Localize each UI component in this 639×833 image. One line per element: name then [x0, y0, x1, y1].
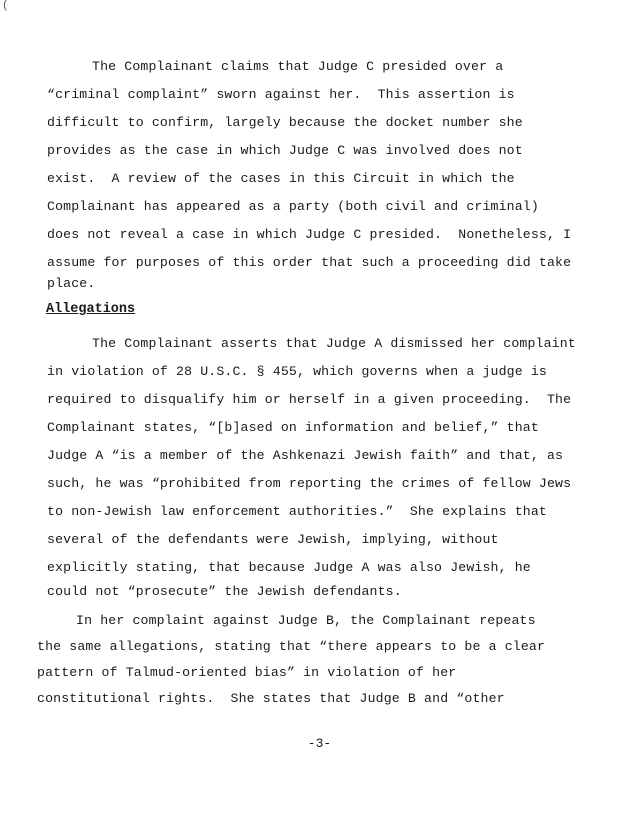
paragraph-3-line: constitutional rights. She states that Judge B and “other [37, 691, 505, 706]
paragraph-1-line: “criminal complaint” sworn against her. This assertion is [47, 87, 515, 102]
corner-mark: ( [2, 0, 9, 12]
paragraph-2-line: in violation of 28 U.S.C. § 455, which governs when a judge is [47, 364, 547, 379]
paragraph-2-line: several of the defendants were Jewish, implying, without [47, 532, 499, 547]
paragraph-1-line: exist. A review of the cases in this Circuit in which the [47, 171, 515, 186]
paragraph-2-line: such, he was “prohibited from reporting the crimes of fellow Jews [47, 476, 572, 491]
paragraph-3-line: the same allegations, stating that “there appears to be a clear [37, 639, 546, 654]
paragraph-2-line: required to disqualify him or herself in a given proceeding. The [47, 392, 572, 407]
paragraph-2-line: could not “prosecute” the Jewish defendants. [47, 584, 402, 599]
paragraph-3-line: pattern of Talmud-oriented bias” in violation of her [37, 665, 457, 680]
page-number: -3- [307, 736, 332, 751]
paragraph-2-line: explicitly stating, that because Judge A was also Jewish, he [47, 560, 531, 575]
paragraph-2-line: Judge A “is a member of the Ashkenazi Jewish faith” and that, as [47, 448, 564, 463]
paragraph-1-line: Complainant has appeared as a party (both civil and criminal) [47, 199, 539, 214]
paragraph-1-line: assume for purposes of this order that such a proceeding did take [47, 255, 572, 270]
paragraph-1-line: provides as the case in which Judge C was involved does not [47, 143, 523, 158]
paragraph-1-line: does not reveal a case in which Judge C presided. Nonetheless, I [47, 227, 572, 242]
section-heading-allegations: Allegations [46, 302, 136, 317]
paragraph-2-line: to non-Jewish law enforcement authorities.” She explains that [47, 504, 547, 519]
paragraph-3-line: In her complaint against Judge B, the Complainant repeats [76, 613, 536, 628]
paragraph-2-line: Complainant states, “[b]ased on information and belief,” that [47, 420, 539, 435]
paragraph-1-line: The Complainant claims that Judge C presided over a [92, 59, 504, 74]
paragraph-1-line: place. [47, 276, 96, 291]
paragraph-1-line: difficult to confirm, largely because the docket number she [47, 115, 523, 130]
paragraph-2-line: The Complainant asserts that Judge A dismissed her complaint [92, 336, 576, 351]
